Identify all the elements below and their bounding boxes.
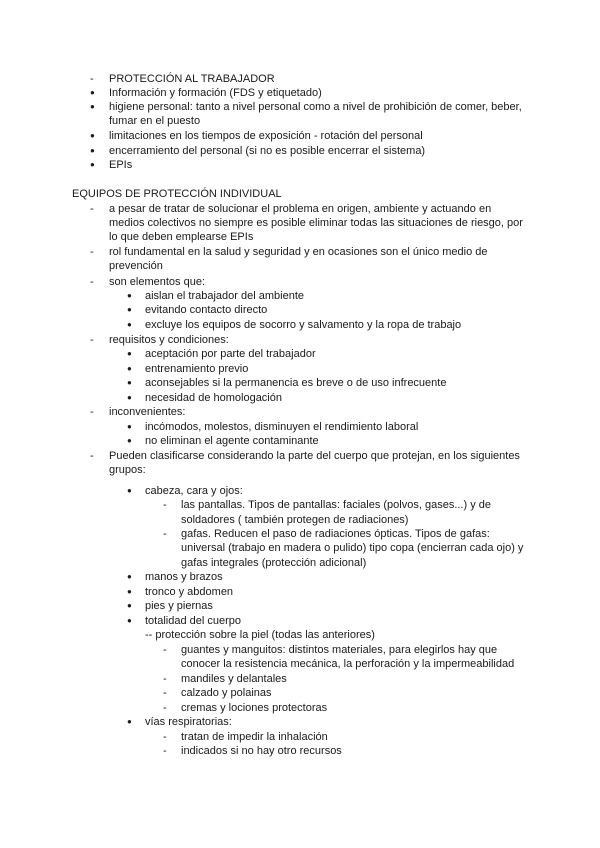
list-item: no eliminan el agente contaminante xyxy=(145,435,319,447)
dash-marker: - xyxy=(163,673,167,685)
dash-marker: - xyxy=(163,745,167,757)
bullet-marker: ● xyxy=(127,616,132,625)
bullet-marker: ● xyxy=(127,436,132,445)
bullet-marker: ● xyxy=(127,572,132,581)
list-item: entrenamiento previo xyxy=(145,363,249,375)
list-item: necesidad de homologación xyxy=(145,392,282,404)
dash-marker: - xyxy=(163,702,167,714)
list-item: encerramiento del personal (si no es posible encerrar el sistema) xyxy=(109,145,426,157)
bullet-marker: ● xyxy=(127,305,132,314)
list-item: tratan de impedir la inhalación xyxy=(181,731,328,743)
list-item: cremas y lociones protectoras xyxy=(181,702,328,714)
paragraph-line: requisitos y condiciones: xyxy=(109,334,229,346)
section-title-epi: EQUIPOS DE PROTECCIÓN INDIVIDUAL xyxy=(72,188,282,200)
group-head: cabeza, cara y ojos: xyxy=(145,485,243,497)
bullet-marker: ● xyxy=(127,364,132,373)
list-item: aceptación por parte del trabajador xyxy=(145,348,316,360)
paragraph-line: inconvenientes: xyxy=(109,406,186,418)
group-hands: manos y brazos xyxy=(145,571,223,583)
group-feet: pies y piernas xyxy=(145,600,213,612)
paragraph-line: grupos: xyxy=(109,464,146,476)
list-item: las pantallas. Tipos de pantallas: faciales (polvos, gases...) y de xyxy=(181,499,492,511)
skin-heading: -- protección sobre la piel (todas las anteriores) xyxy=(145,629,375,641)
list-item: excluye los equipos de socorro y salvamento y la ropa de trabajo xyxy=(145,319,462,331)
list-item-continuation: universal (trabajo en madera o pulido) tipo copa (encierran cada ojo) y xyxy=(181,542,524,554)
dash-marker: - xyxy=(90,203,94,215)
bullet-marker: ● xyxy=(127,422,132,431)
paragraph-line: rol fundamental en la salud y seguridad y en ocasiones son el único medio de xyxy=(109,246,488,258)
list-item: evitando contacto directo xyxy=(145,304,268,316)
list-item: mandiles y delantales xyxy=(181,673,287,685)
group-resp: vías respiratorias: xyxy=(145,716,232,728)
list-item-continuation: gafas integrales (protección adicional) xyxy=(181,557,367,569)
bullet-marker: ● xyxy=(127,378,132,387)
list-item-continuation: fumar en el puesto xyxy=(109,115,201,127)
dash-marker: - xyxy=(90,73,94,85)
dash-marker: - xyxy=(163,731,167,743)
list-item: calzado y polainas xyxy=(181,687,272,699)
dash-marker: - xyxy=(163,499,167,511)
list-item: higiene personal: tanto a nivel personal como a nivel de prohibición de comer, beber, xyxy=(109,101,522,113)
bullet-marker: ● xyxy=(90,160,95,169)
bullet-marker: ● xyxy=(90,102,95,111)
bullet-marker: ● xyxy=(90,146,95,155)
paragraph-line: prevención xyxy=(109,260,163,272)
list-item: Información y formación (FDS y etiquetado) xyxy=(109,87,322,99)
dash-marker: - xyxy=(163,528,167,540)
paragraph-line: a pesar de tratar de solucionar el problema en origen, ambiente y actuando en xyxy=(109,203,492,215)
dash-marker: - xyxy=(163,687,167,699)
dash-marker: - xyxy=(163,644,167,656)
list-item: gafas. Reducen el paso de radiaciones ópticas. Tipos de gafas: xyxy=(181,528,490,540)
dash-marker: - xyxy=(90,276,94,288)
dash-marker: - xyxy=(90,406,94,418)
bullet-marker: ● xyxy=(127,349,132,358)
group-trunk: tronco y abdomen xyxy=(145,586,234,598)
list-item-continuation: soldadores ( también protegen de radiaciones) xyxy=(181,514,409,526)
bullet-marker: ● xyxy=(127,486,132,495)
bullet-marker: ● xyxy=(90,88,95,97)
bullet-marker: ● xyxy=(127,587,132,596)
list-item-continuation: conocer la resistencia mecánica, la perforación y la impermeabilidad xyxy=(181,658,515,670)
list-item: indicados si no hay otro recursos xyxy=(181,745,342,757)
paragraph-line: Pueden clasificarse considerando la parte del cuerpo que protejan, en los siguientes xyxy=(109,450,520,462)
bullet-marker: ● xyxy=(127,717,132,726)
bullet-marker: ● xyxy=(127,291,132,300)
dash-marker: - xyxy=(90,450,94,462)
dash-marker: - xyxy=(90,246,94,258)
dash-marker: - xyxy=(90,334,94,346)
list-item: guantes y manguitos: distintos materiales, para elegirlos hay que xyxy=(181,644,498,656)
paragraph-line: medios colectivos no siempre es posible eliminar todas las situaciones de riesgo, por xyxy=(109,217,523,229)
list-item: aconsejables si la permanencia es breve o de uso infrecuente xyxy=(145,377,447,389)
paragraph-line: lo que deben emplearse EPIs xyxy=(109,231,254,243)
bullet-marker: ● xyxy=(127,393,132,402)
paragraph-line: son elementos que: xyxy=(109,276,206,288)
list-item: aislan el trabajador del ambiente xyxy=(145,290,304,302)
bullet-marker: ● xyxy=(127,601,132,610)
group-body: totalidad del cuerpo xyxy=(145,615,242,627)
list-item: EPIs xyxy=(109,159,133,171)
bullet-marker: ● xyxy=(90,131,95,140)
list-item: incómodos, molestos, disminuyen el rendimiento laboral xyxy=(145,421,419,433)
section-title-proteccion-trabajador: PROTECCIÓN AL TRABAJADOR xyxy=(109,73,275,85)
bullet-marker: ● xyxy=(127,320,132,329)
list-item: limitaciones en los tiempos de exposición - rotación del personal xyxy=(109,130,423,142)
